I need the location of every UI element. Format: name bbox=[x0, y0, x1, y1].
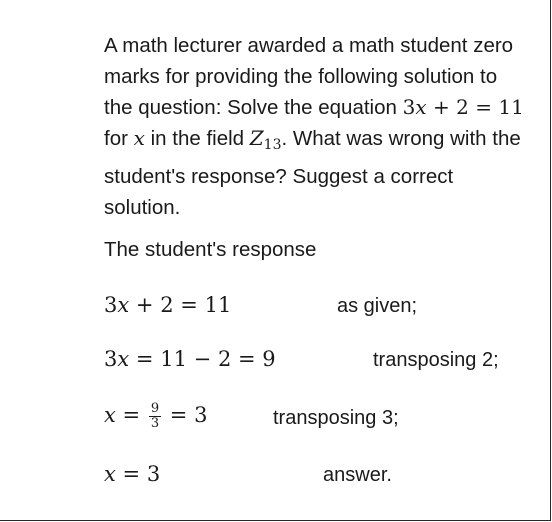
question-equation: 3x + 2 = 11 bbox=[402, 95, 524, 119]
fraction-numerator: 9 bbox=[150, 401, 160, 416]
step-3-math bbox=[104, 402, 207, 431]
question-text bbox=[104, 30, 524, 223]
step-3-fraction bbox=[149, 402, 161, 431]
step-4-note: answer. bbox=[323, 464, 392, 486]
field-symbol bbox=[249, 126, 282, 153]
step-2-note: transposing 2; bbox=[373, 349, 499, 371]
step-3-lhs: x = bbox=[104, 403, 141, 427]
step-4-math: x = 3 bbox=[104, 462, 161, 486]
step-1-note: as given; bbox=[337, 295, 418, 317]
step-2-math: 3x = 11 − 2 = 9 bbox=[104, 347, 276, 371]
question-part-4: . What was wrong with the student's response? Suggest a correct solution. bbox=[104, 127, 521, 219]
response-title: The student's response bbox=[104, 238, 317, 261]
question-part-3: in the field bbox=[144, 127, 250, 150]
field-letter: Z bbox=[249, 126, 264, 150]
step-3-note: transposing 3; bbox=[273, 407, 399, 429]
field-subscript: 13 bbox=[263, 137, 282, 153]
question-part-1: A math lecturer awarded a math student zero marks for providing the following solution to the question: Solve the equation bbox=[104, 34, 514, 119]
question-part-2: for bbox=[104, 127, 134, 150]
step-3-rhs: = 3 bbox=[169, 403, 208, 427]
question-variable: x bbox=[133, 126, 145, 150]
fraction-denominator: 3 bbox=[150, 416, 160, 431]
step-1-math: 3x + 2 = 11 bbox=[104, 293, 232, 317]
